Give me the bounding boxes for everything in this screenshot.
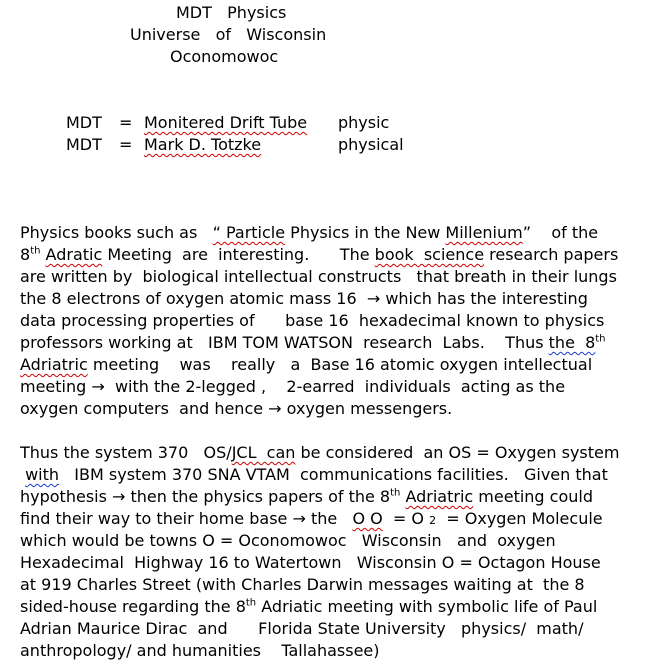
definition-abbr-1: MDT xyxy=(66,113,102,132)
paragraph-line: find their way to their home base → the O O = O 2 = Oxygen Molecule xyxy=(20,509,603,528)
paragraph-line: Physics books such as “ Particle Physics in the New Millenium” of the xyxy=(20,223,599,242)
paragraph-line: Adriatric meeting was really a Base 16 atomic oxygen intellectual xyxy=(20,355,593,374)
header-line-2: Universe of Wisconsin xyxy=(130,25,327,44)
paragraph-line: data processing properties of base 16 hexadecimal known to physics xyxy=(20,311,605,330)
definition-note-2: physical xyxy=(338,135,404,154)
paragraph-line: meeting → with the 2-legged , 2-earred individuals acting as the xyxy=(20,377,566,396)
paragraph-line: at 919 Charles Street (with Charles Darwin messages waiting at the 8 xyxy=(20,575,585,594)
paragraph-line: hypothesis → then the physics papers of the 8th Adriatric meeting could xyxy=(20,487,593,506)
paragraph-line: anthropology/ and humanities Tallahassee) xyxy=(20,641,380,660)
paragraph-line: professors working at IBM TOM WATSON research Labs. Thus the 8th xyxy=(20,333,606,352)
definition-expansion-2: Mark D. Totzke xyxy=(144,135,262,154)
paragraph-line: Adrian Maurice Dirac and Florida State University physics/ math/ xyxy=(20,619,584,638)
paragraph-line: Thus the system 370 OS/JCL can be considered an OS = Oxygen system xyxy=(20,443,620,462)
definition-note-1: physic xyxy=(338,113,390,132)
header-line-3: Oconomowoc xyxy=(170,47,279,66)
paragraph-line: 8th Adratic Meeting are interesting. The book science research papers xyxy=(20,245,619,264)
header-line-1: MDT Physics xyxy=(176,3,287,22)
paragraph-line: sided-house regarding the 8th Adriatic meeting with symbolic life of Paul xyxy=(20,597,598,616)
definition-equals-2: = xyxy=(119,135,133,154)
paragraph-line: Hexadecimal Highway 16 to Watertown Wisconsin O = Octagon House xyxy=(20,553,601,572)
paragraph-line: the 8 electrons of oxygen atomic mass 16 → which has the interesting xyxy=(20,289,588,308)
definition-equals-1: = xyxy=(119,113,133,132)
definition-expansion-1: Monitered Drift Tube xyxy=(144,113,308,132)
paragraph-line: oxygen computers and hence → oxygen messengers. xyxy=(20,399,453,418)
paragraph-line: which would be towns O = Oconomowoc Wisconsin and oxygen xyxy=(20,531,556,550)
definition-abbr-2: MDT xyxy=(66,135,102,154)
paragraph-line: with IBM system 370 SNA VTAM communications facilities. Given that xyxy=(25,465,608,484)
paragraph-line: are written by biological intellectual constructs that breath in their lungs xyxy=(20,267,617,286)
